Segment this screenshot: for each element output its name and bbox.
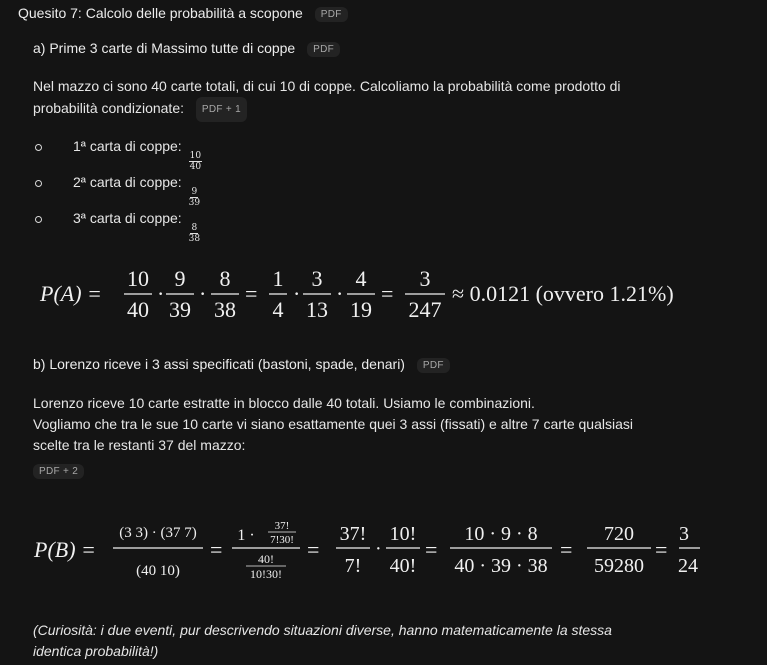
denominator: 7! xyxy=(344,555,362,577)
numerator: 3 xyxy=(679,523,689,545)
dot-operator: · xyxy=(336,281,344,306)
bullet-icon xyxy=(35,180,42,187)
list-item xyxy=(73,208,200,244)
numerator: 3 xyxy=(311,266,323,291)
denominator: 40 xyxy=(127,297,149,322)
denominator: 40! xyxy=(389,555,417,577)
pdf-source-chip[interactable]: PDF + 1 xyxy=(196,97,247,122)
dot-operator: · xyxy=(293,281,301,306)
text-line: scelte tra le restanti 37 del mazzo: xyxy=(33,437,246,453)
equals-sign: = xyxy=(245,281,258,306)
fraction xyxy=(189,188,200,208)
numerator: 10! xyxy=(389,523,417,545)
section-title-text: Quesito 7: Calcolo delle probabilità a scopone xyxy=(18,5,303,21)
denominator: 39 xyxy=(188,198,201,208)
bullet-icon xyxy=(35,144,42,151)
denominator: (40 10) xyxy=(136,563,180,579)
denominator: 38 xyxy=(214,297,236,322)
dot-operator: · xyxy=(199,281,207,306)
list-item-label: 3ª carta di coppe: xyxy=(73,210,182,226)
denominator: 59280 xyxy=(594,555,644,577)
list-item-label: 2ª carta di coppe: xyxy=(73,174,182,190)
equals-sign: = xyxy=(560,537,573,562)
numerator: 720 xyxy=(604,523,634,545)
denominator: 4 xyxy=(272,297,284,322)
denominator: 39 xyxy=(169,297,191,322)
part-a-heading xyxy=(33,40,340,57)
fraction xyxy=(189,152,202,172)
numerator: 3 xyxy=(419,266,431,291)
intro-line-2-text: probabilità condizionate: xyxy=(33,100,184,116)
formula-result: ≈ 0.0121 (ovvero 1.21%) xyxy=(452,281,674,306)
numerator: 1 · xyxy=(237,527,255,544)
part-a-intro xyxy=(33,76,753,122)
denominator: 13 xyxy=(306,297,328,322)
part-b-heading-text: b) Lorenzo riceve i 3 assi specificati (bastoni, spade, denari) xyxy=(33,356,405,372)
part-b-text xyxy=(33,393,753,456)
numerator: (3 3) · (37 7) xyxy=(119,525,197,541)
numerator: 10 xyxy=(189,151,202,161)
bullet-icon xyxy=(35,216,42,223)
denominator: 40 xyxy=(189,162,202,172)
denominator: 7!30! xyxy=(270,534,294,546)
numerator: 10 · 9 · 8 xyxy=(464,523,538,545)
fraction xyxy=(189,224,200,244)
curiosity-note xyxy=(33,620,753,662)
numerator: 8 xyxy=(191,223,198,233)
dot-operator: · xyxy=(375,538,382,560)
equals-sign: = xyxy=(210,537,223,562)
numerator: 9 xyxy=(174,266,186,291)
numerator: 37! xyxy=(339,523,367,545)
note-line: (Curiosità: i due eventi, pur descrivendo situazioni diverse, hanno matematicamente la stessa xyxy=(33,622,612,638)
numerator: 4 xyxy=(355,266,367,291)
numerator: 1 xyxy=(272,266,284,291)
denominator: 19 xyxy=(350,297,372,322)
denominator: 10!30! xyxy=(250,567,282,581)
part-b-heading xyxy=(33,356,450,373)
denominator: 24 xyxy=(678,555,698,577)
part-a-heading-text: a) Prime 3 carte di Massimo tutte di coppe xyxy=(33,40,296,56)
section-title xyxy=(18,5,348,22)
intro-line: Nel mazzo ci sono 40 carte totali, di cui 10 di coppe. Calcoliamo la probabilità come prodotto di xyxy=(33,78,621,94)
pdf-source-chip[interactable]: PDF + 2 xyxy=(33,464,84,479)
formula-pa xyxy=(0,255,767,330)
intro-line-2 xyxy=(33,97,753,122)
numerator: 40! xyxy=(258,552,274,566)
list-item-label: 1ª carta di coppe: xyxy=(73,138,182,154)
numerator: 10 xyxy=(127,266,149,291)
denominator: 247 xyxy=(408,297,442,322)
pdf-badge-wrap xyxy=(33,462,84,480)
text-line: Vogliamo che tra le sue 10 carte vi siano esattamente quei 3 assi (fissati) e altre 7 carte qualsiasi xyxy=(33,416,633,432)
equals-sign: = xyxy=(381,281,394,306)
denominator: 38 xyxy=(188,234,201,244)
note-line: identica probabilità!) xyxy=(33,643,159,659)
pdf-source-chip[interactable]: PDF xyxy=(315,7,348,22)
denominator: 40 · 39 · 38 xyxy=(454,555,548,577)
list-item xyxy=(73,172,200,208)
text-line: Lorenzo riceve 10 carte estratte in blocco dalle 40 totali. Usiamo le combinazioni. xyxy=(33,395,535,411)
pdf-source-chip[interactable]: PDF xyxy=(417,358,450,373)
numerator: 9 xyxy=(191,187,198,197)
equals-sign: = xyxy=(307,537,320,562)
dot-operator: · xyxy=(157,281,165,306)
formula-pb xyxy=(0,505,700,595)
numerator: 8 xyxy=(219,266,231,291)
pdf-source-chip[interactable]: PDF xyxy=(307,42,340,57)
equals-sign: = xyxy=(655,537,668,562)
list-item xyxy=(73,136,202,172)
equals-sign: = xyxy=(425,537,438,562)
formula-lhs: P(B) = xyxy=(34,537,96,562)
numerator: 37! xyxy=(274,520,290,532)
formula-lhs: P(A) = xyxy=(40,281,102,306)
